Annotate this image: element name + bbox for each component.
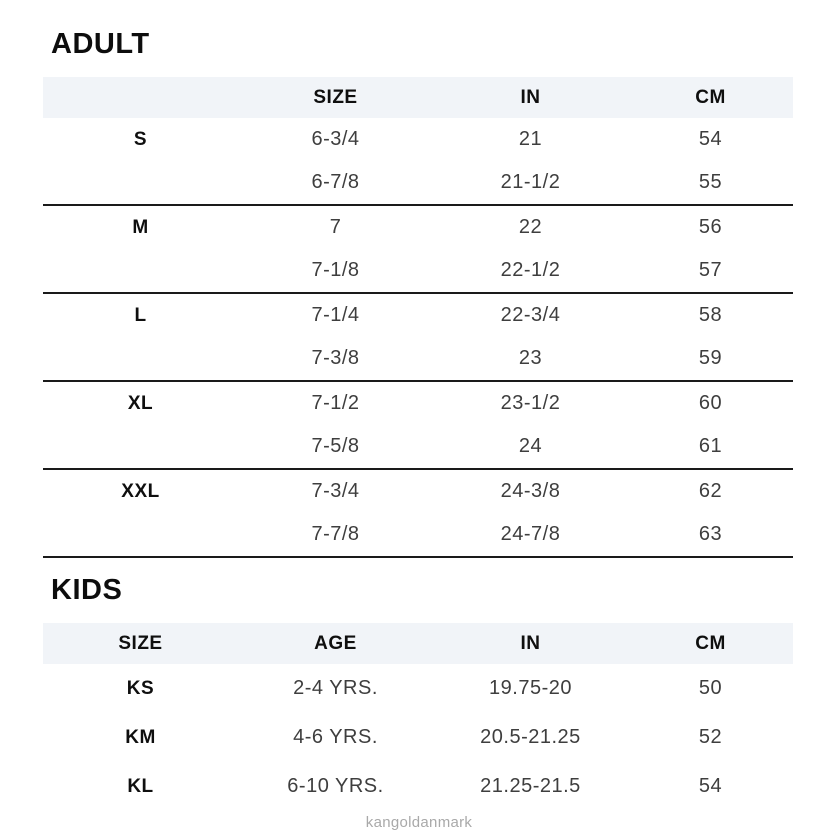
cm-value: 63 (698, 523, 723, 545)
cm-value: 54 (698, 128, 723, 150)
adult-header-size: SIZE (313, 86, 358, 108)
in-value: 20.5-21.25 (480, 726, 581, 748)
in-value: 22-3/4 (500, 304, 561, 326)
kids-size-label: KL (127, 775, 154, 797)
in-value: 23-1/2 (500, 392, 561, 414)
size-value: 7-7/8 (311, 523, 360, 545)
cm-value: 52 (698, 726, 723, 748)
age-value: 2-4 YRS. (293, 677, 378, 699)
adult-size-table (43, 77, 793, 558)
in-value: 22 (518, 216, 543, 238)
size-value: 7-1/2 (311, 392, 360, 414)
table-row (43, 470, 793, 513)
cm-value: 59 (698, 347, 723, 369)
size-value: 7 (329, 216, 342, 238)
in-value: 24 (518, 435, 543, 457)
cm-value: 50 (698, 677, 723, 699)
size-value: 7-1/8 (311, 259, 360, 281)
table-row (43, 337, 793, 380)
age-value: 4-6 YRS. (293, 726, 378, 748)
kids-size-table (43, 623, 793, 811)
table-row (43, 425, 793, 468)
cm-value: 57 (698, 259, 723, 281)
cm-value: 54 (698, 775, 723, 797)
in-value: 21-1/2 (500, 171, 561, 193)
adult-table-header-row (43, 77, 793, 118)
cm-value: 61 (698, 435, 723, 457)
table-row (43, 249, 793, 292)
in-value: 21 (518, 128, 543, 150)
cm-value: 55 (698, 171, 723, 193)
in-value: 21.25-21.5 (480, 775, 581, 797)
size-group-m (43, 206, 793, 294)
cm-value: 62 (698, 480, 723, 502)
table-row (43, 118, 793, 161)
size-label: M (132, 216, 149, 238)
size-group-l (43, 294, 793, 382)
size-group-xxl (43, 470, 793, 558)
size-value: 7-5/8 (311, 435, 360, 457)
age-value: 6-10 YRS. (287, 775, 384, 797)
table-row (43, 294, 793, 337)
table-row (43, 206, 793, 249)
size-group-s (43, 118, 793, 206)
cm-value: 56 (698, 216, 723, 238)
in-value: 22-1/2 (500, 259, 561, 281)
size-value: 7-1/4 (311, 304, 360, 326)
size-value: 6-3/4 (311, 128, 360, 150)
adult-header-cm: CM (695, 86, 726, 108)
kids-header-in: IN (520, 632, 541, 654)
table-row (43, 713, 793, 762)
kids-size-label: KS (126, 677, 155, 699)
size-value: 7-3/4 (311, 480, 360, 502)
cm-value: 58 (698, 304, 723, 326)
table-row (43, 161, 793, 204)
adult-section-title: ADULT (51, 28, 150, 60)
table-row (43, 762, 793, 811)
size-value: 6-7/8 (311, 171, 360, 193)
in-value: 24-7/8 (500, 523, 561, 545)
in-value: 23 (518, 347, 543, 369)
table-row (43, 513, 793, 556)
cm-value: 60 (698, 392, 723, 414)
kids-header-size: SIZE (118, 632, 163, 654)
kids-header-age: AGE (314, 632, 357, 654)
size-value: 7-3/8 (311, 347, 360, 369)
table-row (43, 664, 793, 713)
watermark-text: kangoldanmark (365, 814, 473, 831)
kids-section-title: KIDS (51, 574, 123, 606)
in-value: 24-3/8 (500, 480, 561, 502)
size-label: XXL (121, 480, 160, 502)
table-row (43, 382, 793, 425)
in-value: 19.75-20 (489, 677, 572, 699)
size-label: L (134, 304, 147, 326)
adult-header-in: IN (520, 86, 541, 108)
kids-table-header-row (43, 623, 793, 664)
kids-size-label: KM (125, 726, 156, 748)
size-label: XL (127, 392, 154, 414)
size-group-xl (43, 382, 793, 470)
size-label: S (133, 128, 148, 150)
kids-header-cm: CM (695, 632, 726, 654)
